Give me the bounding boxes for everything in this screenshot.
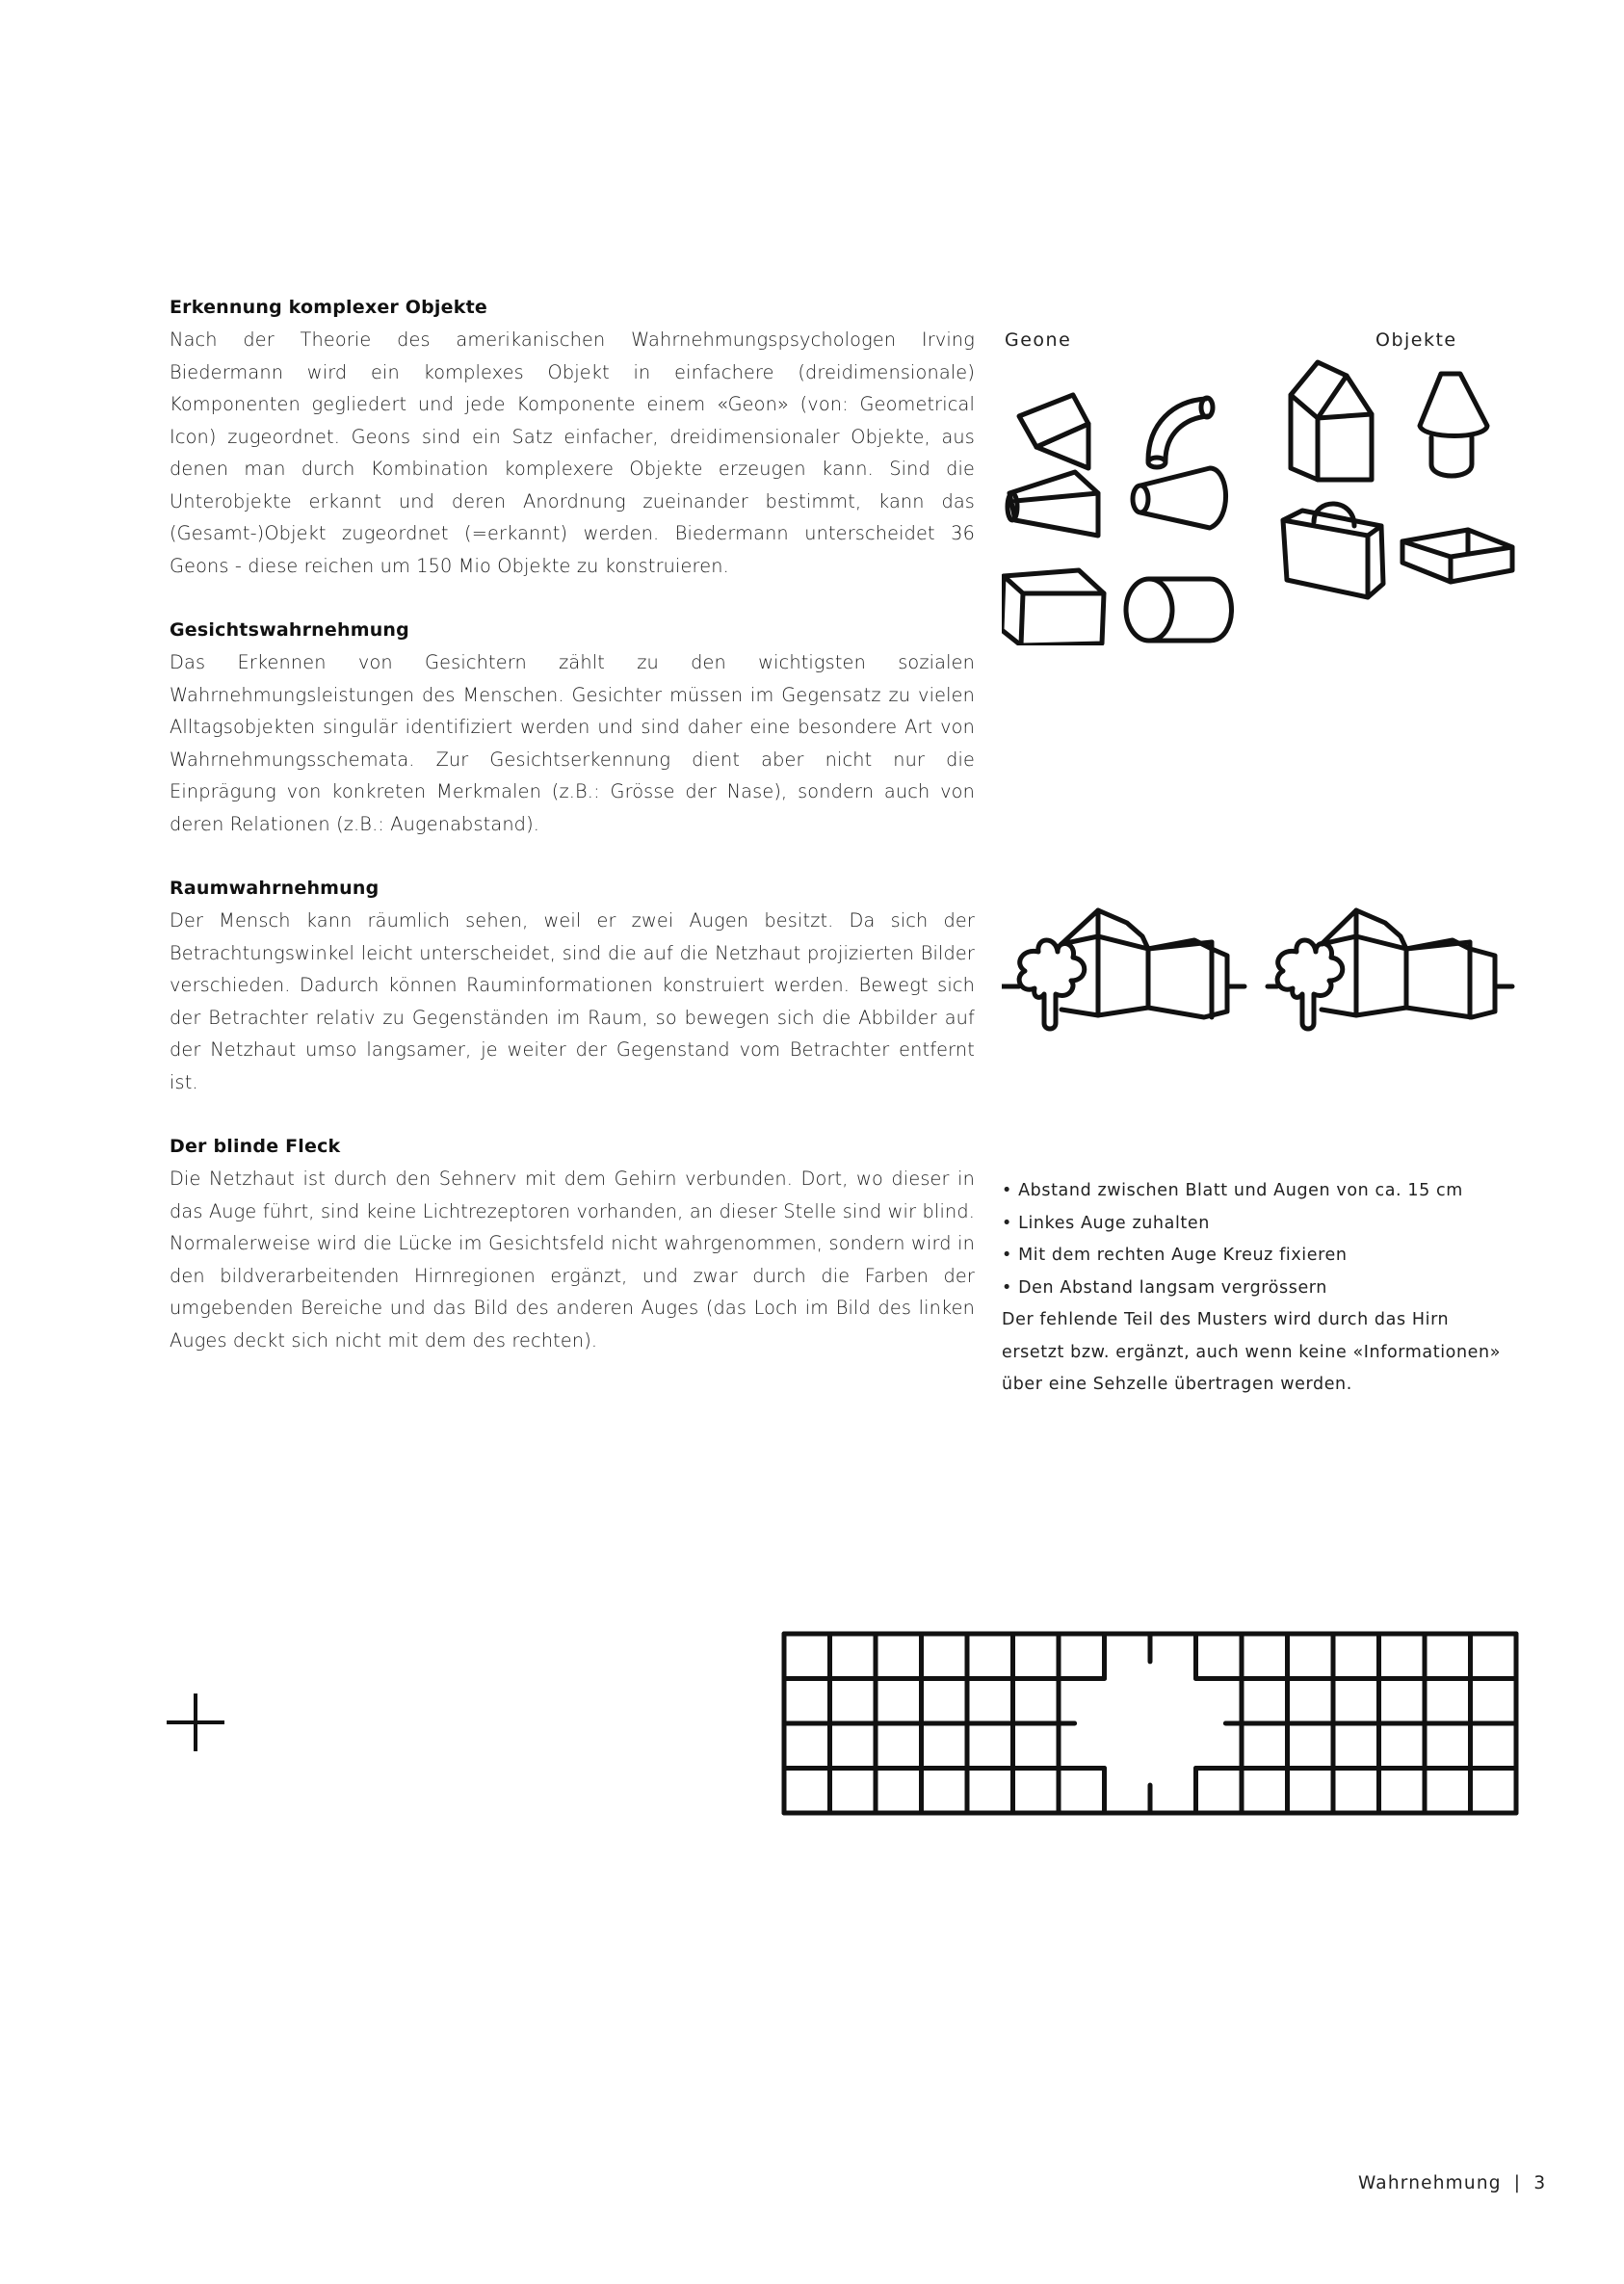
wedge-prism-icon xyxy=(1019,395,1088,468)
instruction-bullet: • Mit dem rechten Auge Kreuz fixieren xyxy=(1002,1246,1348,1265)
lamp-icon xyxy=(1420,374,1487,476)
buildings-icon xyxy=(1322,910,1512,1017)
page-footer xyxy=(1358,2173,1546,2193)
page-number: 3 xyxy=(1533,2173,1547,2193)
footer-separator: | xyxy=(1513,2173,1522,2193)
blind-spot-instructions xyxy=(1002,1175,1541,1402)
chapter-title: Wahrnehmung xyxy=(1358,2173,1502,2193)
geons-figure xyxy=(1002,356,1271,645)
section-body: Die Netzhaut ist durch den Sehnerv mit dem Gehirn verbunden. Dort, wo dieser in das Auge führt, sind keine Lichtrezeptoren vorhanden, an dieser Stelle sind wir blind. Normalerweise wird die Lücke im Gesichtsfeld nicht wahrgenommen, sondern wird in den bildverarbeitenden Hirnregionen ergänzt, und zwar durch die Farben der umgebenden Bereiche und das Bild des anderen Auges (das Loch im Bild des linken Auges deckt sich nicht mit dem des rechten). xyxy=(170,1168,975,1352)
section-body: Der Mensch kann räumlich sehen, weil er zwei Augen besitzt. Da sich der Betrachtungswinkel leicht unterscheidet, sind die auf die Netzhaut projizierten Bilder verschieden. Dadurch können Rauminformationen konstruiert werden. Bewegt sich der Betrachter relativ zu Gegenständen im Raum, so bewegen sich die Abbilder auf der Netzhaut umso langsamer, je weiter der Gegenstand vom Betrachter entfernt ist. xyxy=(170,909,975,1093)
section-gesichtswahrnehmung xyxy=(170,614,975,840)
section-blinder-fleck xyxy=(170,1130,975,1356)
instruction-bullet: • Den Abstand langsam vergrössern xyxy=(1002,1277,1327,1298)
objects-label: Objekte xyxy=(1375,329,1457,351)
section-raumwahrnehmung xyxy=(170,872,975,1098)
instruction-note-line: über eine Sehzelle übertragen werden. xyxy=(1002,1375,1352,1394)
house-icon xyxy=(1291,362,1372,480)
section-heading: Erkennung komplexer Objekte xyxy=(170,297,487,318)
stereo-view-right xyxy=(1264,906,1524,1040)
stereo-view-left xyxy=(1002,906,1262,1040)
cone-icon xyxy=(1133,468,1226,528)
instruction-bullet: • Linkes Auge zuhalten xyxy=(1002,1213,1210,1233)
section-objektkennung xyxy=(170,291,975,582)
objects-figure xyxy=(1275,356,1564,626)
tree-icon xyxy=(1002,940,1085,1029)
instruction-note-line: Der fehlende Teil des Musters wird durch das Hirn xyxy=(1002,1310,1450,1329)
section-body: Nach der Theorie des amerikanischen Wahrnehmungspsychologen Irving Biedermann wird ein komplexes Objekt in einfachere (dreidimensionale) Komponenten gegliedert und jede Komponente einem «Geon» (von: Geometrical Icon) zugeordnet. Geons sind ein Satz einfacher, dreidimensionaler Objekte, aus denen man durch Kombination komplexere Objekte erzeugen kann. Sind die Unterobjekte erkannt und deren Anordnung zueinander bestimmt, kann das (Gesamt-)Objekt zugeordnet (=erkannt) werden. Biedermann unterscheidet 36 Geons - diese reichen um 150 Mio Objekte zu konstruieren. xyxy=(170,328,975,577)
open-box-icon xyxy=(1402,530,1512,582)
curved-tube-icon xyxy=(1148,398,1213,467)
blind-spot-grid xyxy=(780,1630,1532,1823)
fixation-cross xyxy=(164,1691,227,1754)
buildings-icon xyxy=(1061,910,1244,1017)
instruction-note-line: ersetzt bzw. ergänzt, auch wenn keine «Informationen» xyxy=(1002,1342,1502,1362)
tree-icon xyxy=(1268,940,1343,1029)
section-heading: Der blinde Fleck xyxy=(170,1136,341,1157)
section-heading: Gesichtswahrnehmung xyxy=(170,619,409,641)
section-body: Das Erkennen von Gesichtern zählt zu den wichtigsten sozialen Wahrnehmungsleistungen des Menschen. Gesichter müssen im Gegensatz zu vielen Alltagsobjekten singulär identifiziert werden und sind daher eine besondere Art von Wahrnehmungsschemata. Zur Gesichtserkennung dient aber nicht nur die Einprägung von konkreten Merkmalen (z.B.: Grösse der Nase), sondern auch von deren Relationen (z.B.: Augenabstand). xyxy=(170,651,975,835)
main-text-column xyxy=(170,291,975,1388)
cylinder-icon xyxy=(1126,579,1232,641)
suitcase-icon xyxy=(1283,504,1383,597)
geons-label: Geone xyxy=(1005,329,1072,351)
truncated-wedge-icon xyxy=(1008,472,1098,536)
cross-icon xyxy=(164,1691,227,1754)
section-heading: Raumwahrnehmung xyxy=(170,878,380,899)
box-icon xyxy=(1002,570,1104,645)
instruction-bullet: • Abstand zwischen Blatt und Augen von ca. 15 cm xyxy=(1002,1181,1463,1200)
